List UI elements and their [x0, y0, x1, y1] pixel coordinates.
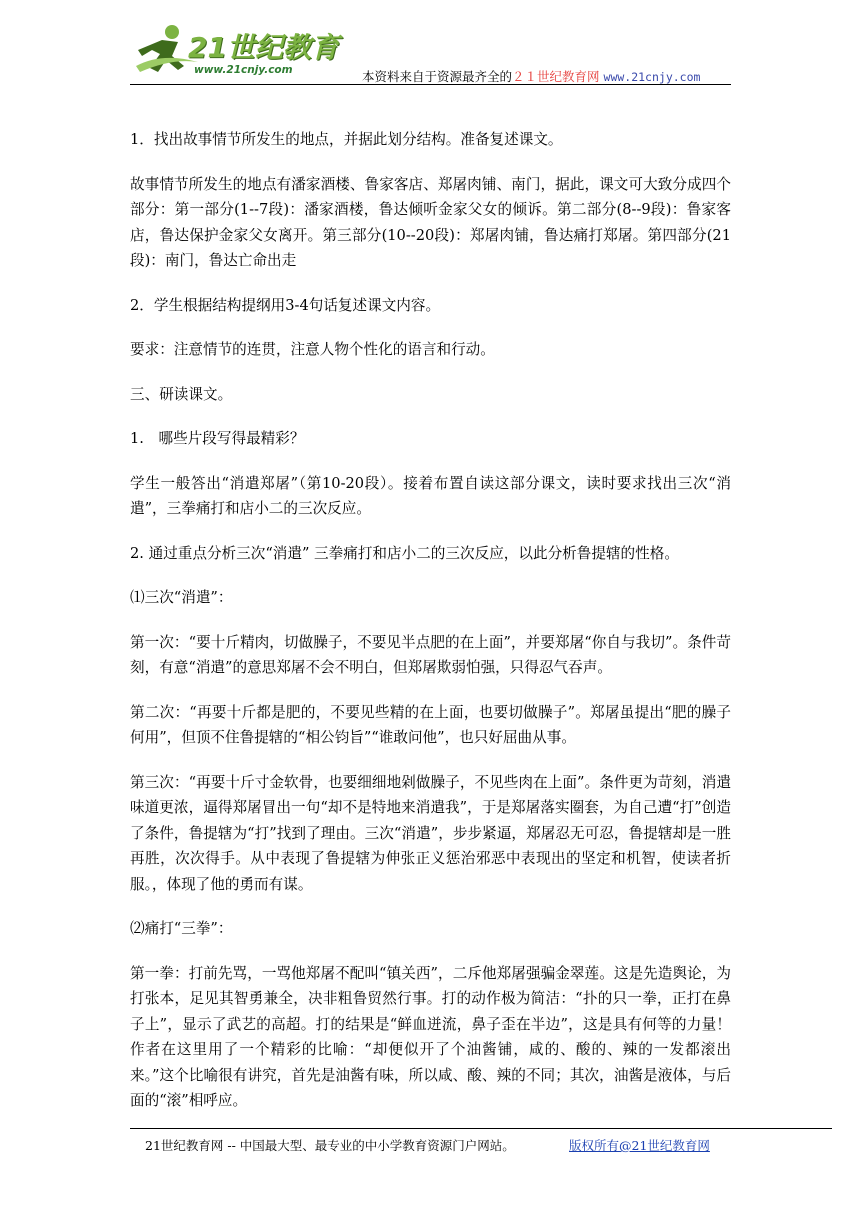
paragraph: 1．找出故事情节所发生的地点，并据此划分结构。准备复述课文。	[130, 131, 563, 148]
header-note	[362, 67, 700, 85]
site-logo[interactable]	[132, 22, 342, 82]
page-header	[0, 0, 860, 90]
document-body	[130, 127, 731, 1114]
footer-copyright-link[interactable]: 版权所有@21世纪教育网	[569, 1138, 710, 1153]
paragraph: 第三次：“再要十斤寸金软骨，也要细细地剁做臊子，不见些肉在上面”。条件更为苛刻，消遣味道更浓，逼得郑屠冒出一句“却不是特地来消遣我”，于是郑屠落实圈套，为自己遭“打”创造了条件，鲁提辖为“打”找到了理由。三次“消遣”，步步紧逼，郑屠忍无可忍，鲁提辖却是一胜再胜，次次得手。从中表现了鲁提辖为伸张正义惩治邪恶中表现出的坚定和机智，使读者折服。，体现了他的勇而有谋。	[130, 773, 731, 893]
paragraph: 1. 哪些片段写得最精彩？	[130, 430, 305, 447]
paragraph: 2. 通过重点分析三次“消遣” 三拳痛打和店小二的三次反应，以此分析鲁提辖的性格。	[130, 544, 679, 562]
subheading: ⑴三次“消遣”：	[130, 589, 233, 606]
subheading: ⑵痛打“三拳”：	[130, 920, 233, 937]
section-heading: 三、研读课文。	[130, 385, 233, 403]
header-note-url[interactable]: www.21cnjy.com	[603, 70, 701, 84]
footer-text: 21世纪教育网 -- 中国最大型、最专业的中小学教育资源门户网站。	[145, 1138, 515, 1153]
header-divider	[130, 84, 731, 85]
paragraph: 故事情节所发生的地点有潘家酒楼、鲁家客店、郑屠肉铺、南门，据此，课文可大致分成四个部分：第一部分(1--7段)：潘家酒楼，鲁达倾听金家父女的倾诉。第二部分(8--9段)：鲁家客店，鲁达保护金家父女离开。第三部分(10--20段)：郑屠肉铺，鲁达痛打郑屠。第四部分(21段)：南门，鲁达亡命出走	[130, 175, 731, 269]
logo-url: www.21cnjy.com	[194, 64, 293, 76]
paragraph: 学生一般答出“消遣郑屠”（第10-20段）。接着布置自读这部分课文，读时要求找出三次“消遣”，三拳痛打和店小二的三次反应。	[130, 474, 731, 517]
paragraph: 第一拳：打前先骂，一骂他郑屠不配叫“镇关西”，二斥他郑屠强骗金翠莲。这是先造舆论，为打张本，足见其智勇兼全，决非粗鲁贸然行事。打的动作极为简洁：“扑的只一拳，正打在鼻子上”，显示了武艺的高超。打的结果是“鲜血迸流，鼻子歪在半边”，这是具有何等的力量！作者在这里用了一个精彩的比喻：“却便似开了个油酱铺，咸的、酸的、辣的一发都滚出来。”这个比喻很有讲究，首先是油酱有味，所以咸、酸、辣的不同；其次，油酱是液体，与后面的“滚”相呼应。	[130, 964, 731, 1109]
paragraph: 要求：注意情节的连贯，注意人物个性化的语言和行动。	[130, 341, 495, 358]
paragraph: 2．学生根据结构提纲用3-4句话复述课文内容。	[130, 296, 441, 314]
logo-text: 21世纪教育	[188, 31, 339, 64]
header-note-prefix: 本资料来自于资源最齐全的	[362, 69, 513, 84]
header-note-brand[interactable]: ２１世纪教育网	[512, 69, 600, 84]
footer-divider	[130, 1128, 832, 1129]
paragraph: 第二次：“再要十斤都是肥的，不要见些精的在上面，也要切做臊子”。郑屠虽提出“肥的臊子何用”，但顶不住鲁提辖的“相公钧旨”“谁敢问他”，也只好屈曲从事。	[130, 703, 731, 746]
paragraph: 第一次：“要十斤精肉，切做臊子，不要见半点肥的在上面”，并要郑屠“你自与我切”。条件苛刻，有意“消遣”的意思郑屠不会不明白，但郑屠欺弱怕强，只得忍气吞声。	[130, 633, 731, 676]
